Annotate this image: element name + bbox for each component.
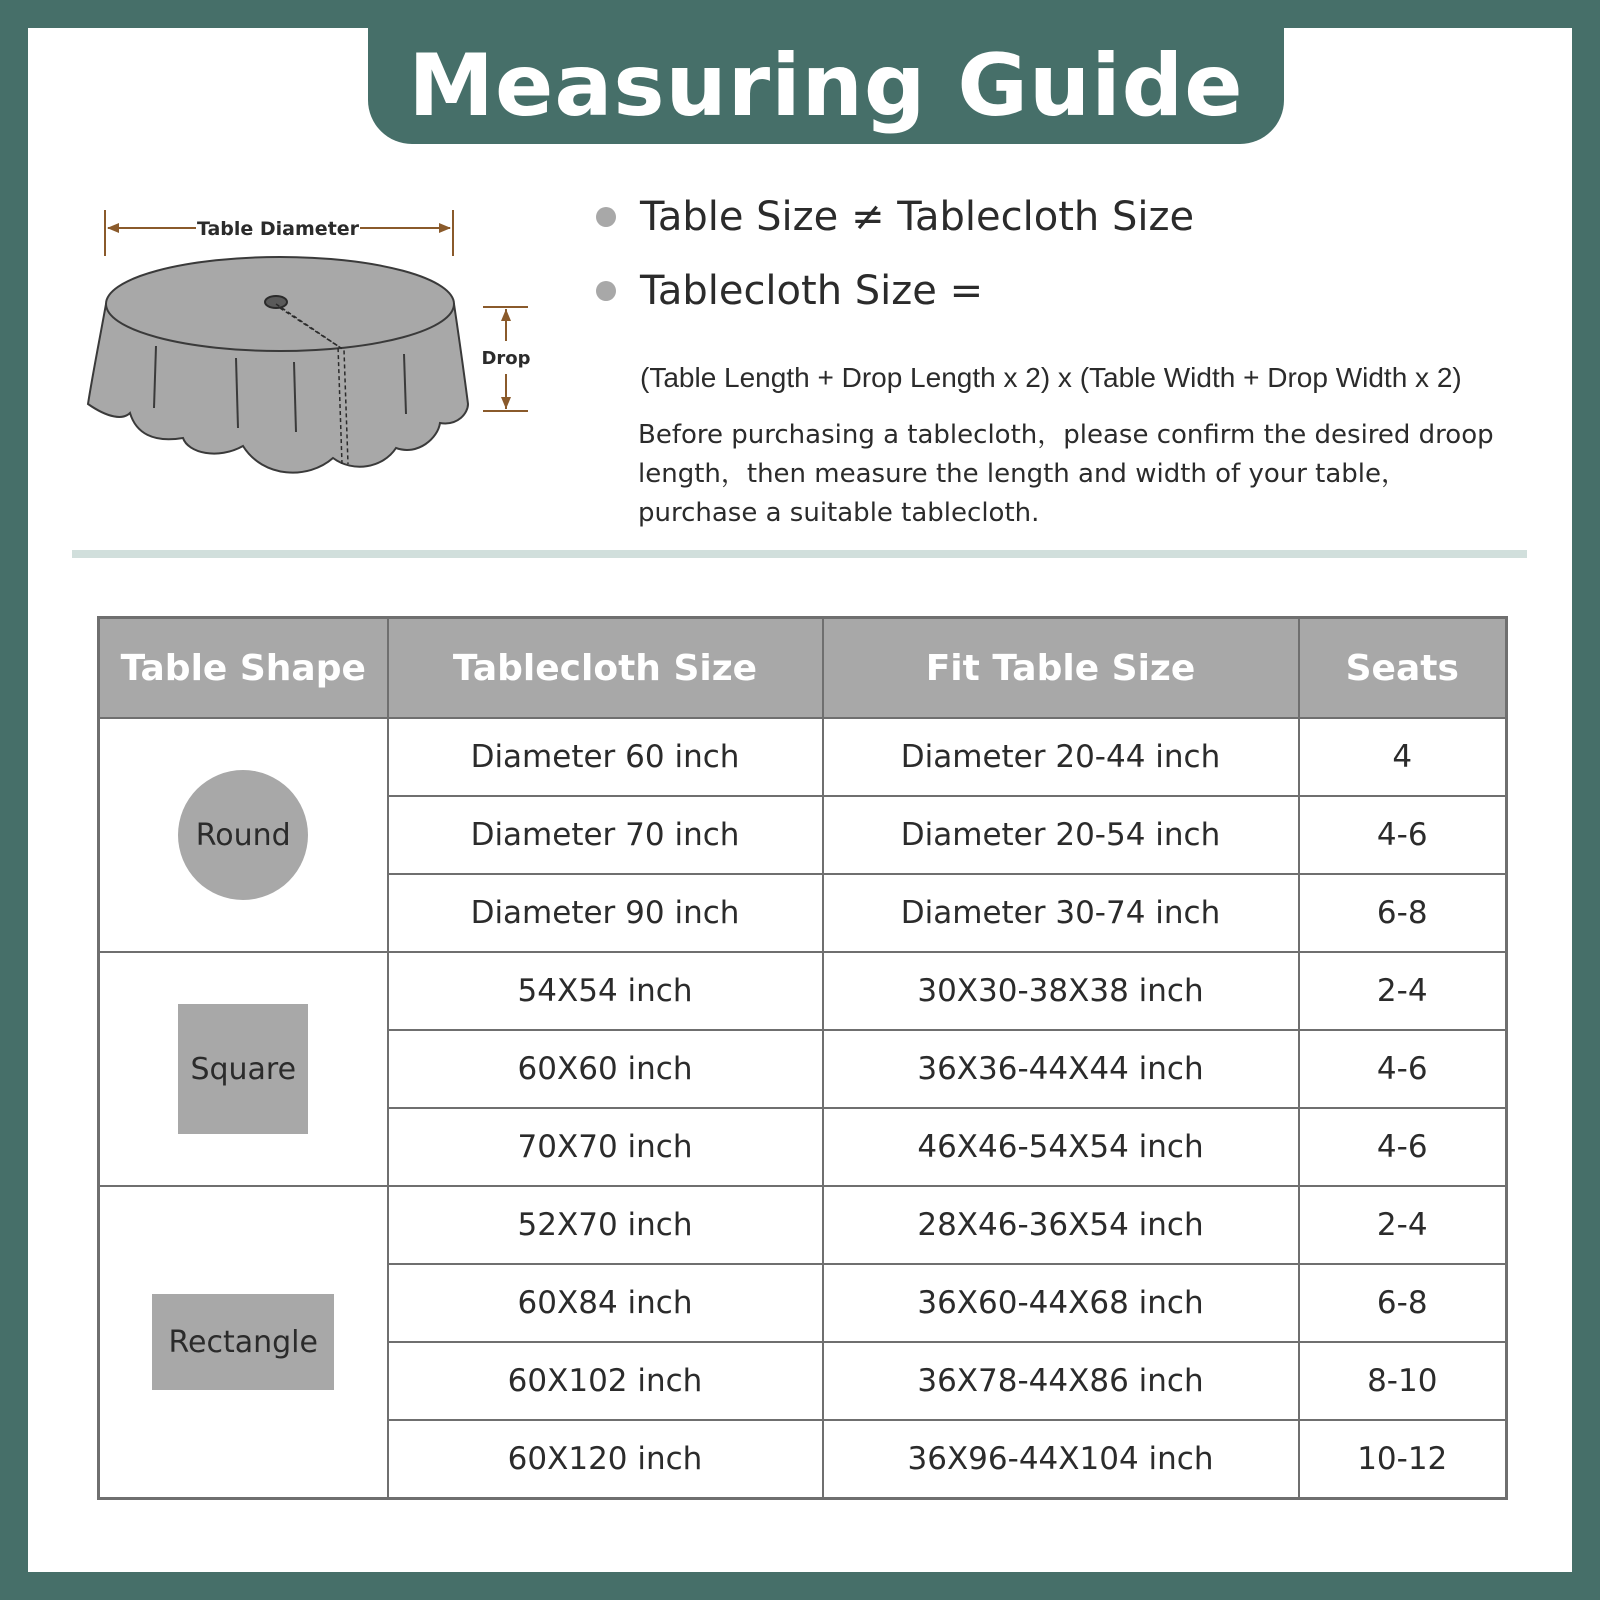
tablecloth-size-cell: 54X54 inch	[388, 952, 823, 1030]
diameter-label: Table Diameter	[196, 218, 360, 240]
shape-cell-rectangle	[99, 1186, 388, 1499]
seats-cell: 6-8	[1299, 1264, 1507, 1342]
round-shape-icon	[178, 770, 308, 900]
size-formula: (Table Length + Drop Length x 2) x (Table Width + Drop Width x 2)	[640, 362, 1462, 393]
seats-cell: 4-6	[1299, 1108, 1507, 1186]
purchase-description	[638, 416, 1538, 533]
table-row	[99, 718, 1507, 796]
fit-table-size-cell: 36X78-44X86 inch	[823, 1342, 1299, 1420]
seats-cell: 4	[1299, 718, 1507, 796]
seats-cell: 4-6	[1299, 796, 1507, 874]
fit-table-size-cell: 46X46-54X54 inch	[823, 1108, 1299, 1186]
rectangle-shape-icon	[152, 1294, 334, 1390]
header-fit-table-size: Fit Table Size	[823, 618, 1299, 719]
table-row	[99, 1186, 1507, 1264]
drop-label: Drop	[481, 348, 531, 369]
shape-label: Square	[190, 1051, 297, 1087]
round-table-diagram	[28, 28, 588, 528]
fit-table-size-cell: 36X96-44X104 inch	[823, 1420, 1299, 1499]
description-line: Before purchasing a tablecloth，please confirm the desired droop	[638, 420, 1494, 450]
header-table-shape: Table Shape	[99, 618, 388, 719]
seats-cell: 4-6	[1299, 1030, 1507, 1108]
tablecloth-size-cell: 60X120 inch	[388, 1420, 823, 1499]
size-table	[97, 616, 1508, 1500]
bullet-text: Tablecloth Size =	[640, 268, 984, 314]
fit-table-size-cell: 36X60-44X68 inch	[823, 1264, 1299, 1342]
page	[28, 28, 1572, 1572]
tablecloth-size-cell: Diameter 70 inch	[388, 796, 823, 874]
table-header-row	[99, 618, 1507, 719]
seats-cell: 2-4	[1299, 952, 1507, 1030]
seats-cell: 6-8	[1299, 874, 1507, 952]
tablecloth-size-cell: 52X70 inch	[388, 1186, 823, 1264]
fit-table-size-cell: Diameter 20-54 inch	[823, 796, 1299, 874]
bullet-table-size	[596, 194, 1194, 240]
shape-cell-round	[99, 718, 388, 952]
section-divider	[72, 550, 1527, 558]
shape-label: Rectangle	[168, 1324, 318, 1360]
tablecloth-size-cell: 60X84 inch	[388, 1264, 823, 1342]
tablecloth-size-cell: 60X60 inch	[388, 1030, 823, 1108]
bullet-tablecloth-size	[596, 268, 983, 314]
page-title: Measuring Guide	[408, 36, 1244, 136]
tablecloth-size-cell: 60X102 inch	[388, 1342, 823, 1420]
tablecloth-size-cell: Diameter 60 inch	[388, 718, 823, 796]
seats-cell: 2-4	[1299, 1186, 1507, 1264]
description-line: purchase a suitable tablecloth.	[638, 498, 1040, 528]
square-shape-icon	[178, 1004, 308, 1134]
shape-cell-square	[99, 952, 388, 1186]
bullet-dot-icon	[596, 207, 616, 227]
seats-cell: 10-12	[1299, 1420, 1507, 1499]
seats-cell: 8-10	[1299, 1342, 1507, 1420]
shape-label: Round	[195, 817, 291, 853]
center-marker-icon	[265, 296, 287, 308]
tablecloth-size-cell: 70X70 inch	[388, 1108, 823, 1186]
header-tablecloth-size: Tablecloth Size	[388, 618, 823, 719]
tablecloth-size-cell: Diameter 90 inch	[388, 874, 823, 952]
fit-table-size-cell: Diameter 30-74 inch	[823, 874, 1299, 952]
header-seats: Seats	[1299, 618, 1507, 719]
bullet-text: Table Size ≠ Tablecloth Size	[640, 194, 1195, 240]
description-line: length，then measure the length and width of your table，	[638, 459, 1408, 489]
bullet-dot-icon	[596, 281, 616, 301]
fit-table-size-cell: 30X30-38X38 inch	[823, 952, 1299, 1030]
fit-table-size-cell: 28X46-36X54 inch	[823, 1186, 1299, 1264]
fit-table-size-cell: 36X36-44X44 inch	[823, 1030, 1299, 1108]
table-row	[99, 952, 1507, 1030]
fit-table-size-cell: Diameter 20-44 inch	[823, 718, 1299, 796]
